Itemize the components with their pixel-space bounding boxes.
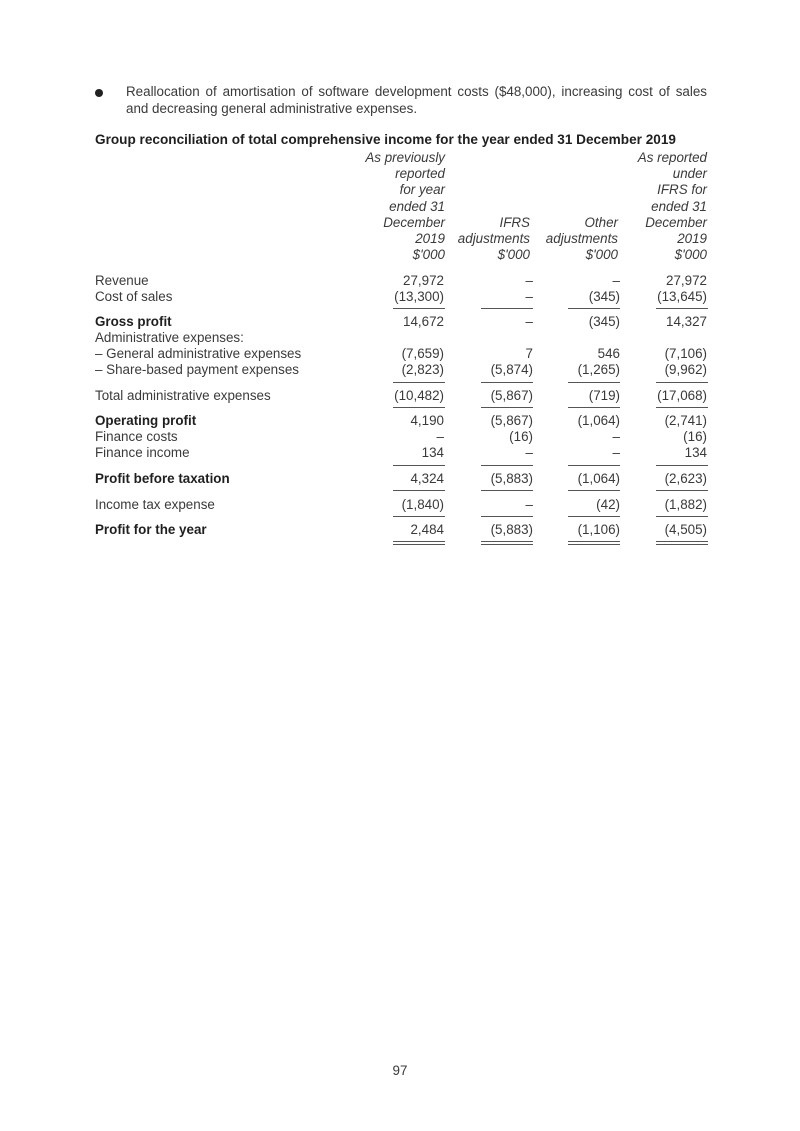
row-income-tax-expense xyxy=(95,497,707,513)
bullet-item xyxy=(95,84,707,117)
subtotal-rule xyxy=(568,382,620,383)
subtotal-rule xyxy=(568,407,620,408)
cell-other-adjustments: (1,064) xyxy=(577,413,620,428)
cell-reported-ifrs: 14,327 xyxy=(666,314,707,329)
subtotal-rule xyxy=(656,490,708,491)
header-col-reported-under-ifrs: As reported under IFRS for ended 31 December 2019 $'000 xyxy=(637,150,707,263)
cell-ifrs-adjustments: (5,874) xyxy=(490,362,533,377)
row-operating-profit xyxy=(95,413,707,429)
subtotal-rule xyxy=(481,490,533,491)
cell-ifrs-adjustments: (16) xyxy=(509,429,533,444)
cell-reported-ifrs: (2,741) xyxy=(664,413,707,428)
cell-previously-reported: (7,659) xyxy=(401,346,444,361)
subtotal-rule xyxy=(393,382,445,383)
cell-ifrs-adjustments: – xyxy=(525,314,533,329)
cell-reported-ifrs: (1,882) xyxy=(664,497,707,512)
cell-other-adjustments: (1,106) xyxy=(577,522,620,537)
subtotal-rule xyxy=(393,516,445,517)
cell-previously-reported: 134 xyxy=(421,445,444,460)
subtotal-rule xyxy=(393,490,445,491)
subtotal-rule xyxy=(393,308,445,309)
row-label: Profit for the year xyxy=(95,522,207,537)
subtotal-rule xyxy=(481,465,533,466)
cell-ifrs-adjustments: (5,867) xyxy=(490,413,533,428)
cell-reported-ifrs: 134 xyxy=(684,445,707,460)
row-profit-before-taxation xyxy=(95,471,707,487)
row-label: Finance costs xyxy=(95,429,178,444)
total-double-rule xyxy=(393,541,445,545)
cell-ifrs-adjustments: 7 xyxy=(525,346,533,361)
cell-other-adjustments: (719) xyxy=(588,388,620,403)
cell-reported-ifrs: (16) xyxy=(683,429,707,444)
subtotal-rule xyxy=(656,407,708,408)
cell-other-adjustments: 546 xyxy=(597,346,620,361)
bullet-text: Reallocation of amortisation of software development costs ($48,000), increasing cost of sales and decreasing general administrative expenses. xyxy=(126,84,707,116)
cell-previously-reported: (1,840) xyxy=(401,497,444,512)
row-label: – General administrative expenses xyxy=(95,346,302,361)
row-label: Gross profit xyxy=(95,314,172,329)
subtotal-rule xyxy=(568,516,620,517)
row-label: Operating profit xyxy=(95,413,197,428)
cell-other-adjustments: (1,265) xyxy=(577,362,620,377)
subtotal-rule xyxy=(393,465,445,466)
subtotal-rule xyxy=(481,382,533,383)
cell-reported-ifrs: (9,962) xyxy=(664,362,707,377)
cell-ifrs-adjustments: – xyxy=(525,445,533,460)
cell-previously-reported: (2,823) xyxy=(401,362,444,377)
row-label: Revenue xyxy=(95,273,149,288)
cell-ifrs-adjustments: – xyxy=(525,289,533,304)
subtotal-rule xyxy=(568,490,620,491)
row-administrative-expenses xyxy=(95,330,707,346)
cell-reported-ifrs: (7,106) xyxy=(664,346,707,361)
row-label: Finance income xyxy=(95,445,190,460)
cell-previously-reported: 4,324 xyxy=(410,471,444,486)
cell-previously-reported: 14,672 xyxy=(403,314,444,329)
cell-other-adjustments: – xyxy=(612,445,620,460)
cell-reported-ifrs: (13,645) xyxy=(657,289,707,304)
cell-ifrs-adjustments: (5,883) xyxy=(490,522,533,537)
row-gross-profit xyxy=(95,314,707,330)
row-label: Profit before taxation xyxy=(95,471,230,486)
cell-other-adjustments: – xyxy=(612,273,620,288)
header-col-previously-reported: As previously reported for year ended 31 December 2019 $'000 xyxy=(365,150,445,263)
row-general-administrative xyxy=(95,346,707,362)
total-double-rule xyxy=(481,541,533,545)
cell-previously-reported: 4,190 xyxy=(410,413,444,428)
row-finance-costs xyxy=(95,429,707,445)
cell-other-adjustments: – xyxy=(612,429,620,444)
cell-ifrs-adjustments: – xyxy=(525,497,533,512)
subtotal-rule xyxy=(568,465,620,466)
row-finance-income xyxy=(95,445,707,461)
row-label: Income tax expense xyxy=(95,497,215,512)
cell-ifrs-adjustments: – xyxy=(525,273,533,288)
row-cost-of-sales xyxy=(95,289,707,305)
cell-previously-reported: 27,972 xyxy=(403,273,444,288)
bullet-dot xyxy=(95,89,103,97)
row-label: Cost of sales xyxy=(95,289,173,304)
subtotal-rule xyxy=(656,465,708,466)
subtotal-rule xyxy=(481,407,533,408)
subtotal-rule xyxy=(656,308,708,309)
table-title: Group reconciliation of total comprehensive income for the year ended 31 December 2019 xyxy=(95,132,676,147)
page-number: 97 xyxy=(392,1063,408,1078)
cell-other-adjustments: (1,064) xyxy=(577,471,620,486)
header-col-ifrs-adjustments: IFRS adjustments $'000 xyxy=(457,215,530,263)
row-profit-for-the-year xyxy=(95,522,707,538)
cell-ifrs-adjustments: (5,883) xyxy=(490,471,533,486)
cell-other-adjustments: (345) xyxy=(588,289,620,304)
cell-other-adjustments: (345) xyxy=(588,314,620,329)
cell-reported-ifrs: 27,972 xyxy=(666,273,707,288)
subtotal-rule xyxy=(568,308,620,309)
cell-other-adjustments: (42) xyxy=(596,497,620,512)
subtotal-rule xyxy=(656,382,708,383)
total-double-rule xyxy=(656,541,708,545)
cell-reported-ifrs: (2,623) xyxy=(664,471,707,486)
cell-ifrs-adjustments: (5,867) xyxy=(490,388,533,403)
subtotal-rule xyxy=(656,516,708,517)
row-label: – Share-based payment expenses xyxy=(95,362,299,377)
cell-reported-ifrs: (4,505) xyxy=(664,522,707,537)
subtotal-rule xyxy=(481,308,533,309)
row-revenue xyxy=(95,273,707,289)
cell-previously-reported: (10,482) xyxy=(394,388,444,403)
row-label: Total administrative expenses xyxy=(95,388,271,403)
total-double-rule xyxy=(568,541,620,545)
row-share-based-payment xyxy=(95,362,707,378)
row-total-administrative xyxy=(95,388,707,404)
cell-previously-reported: 2,484 xyxy=(410,522,444,537)
subtotal-rule xyxy=(393,407,445,408)
cell-previously-reported: (13,300) xyxy=(394,289,444,304)
cell-previously-reported: – xyxy=(436,429,444,444)
cell-reported-ifrs: (17,068) xyxy=(657,388,707,403)
row-label: Administrative expenses: xyxy=(95,330,244,345)
subtotal-rule xyxy=(481,516,533,517)
header-col-other-adjustments: Other adjustments $'000 xyxy=(545,215,618,263)
